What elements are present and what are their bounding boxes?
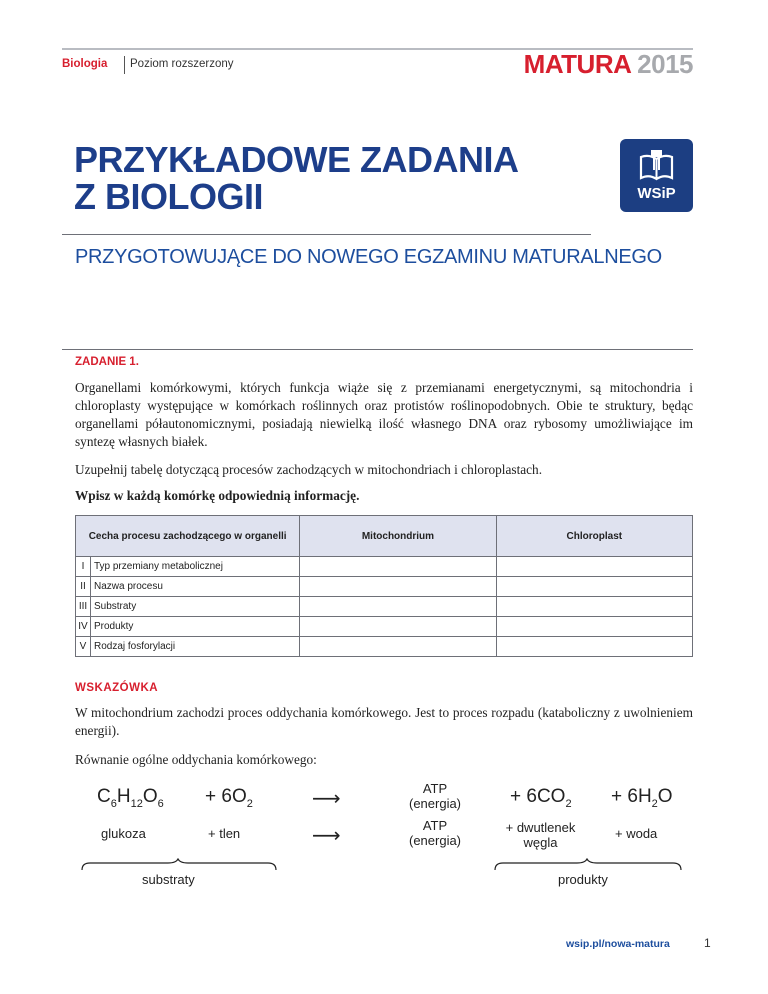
answer-cell-mitochondrium[interactable] xyxy=(300,617,496,637)
equation-intro: Równanie ogólne oddychania komórkowego: xyxy=(75,752,317,767)
table-row xyxy=(76,577,693,597)
header-chloroplast: Chloroplast xyxy=(496,516,692,557)
task-intro: Organellami komórkowymi, których funkcja wiąże się z przemianami energetycznymi, są mitochondria i chloroplasty występujące w komórkach roślinnych oraz protistów roślinopodobnych. Obie te struktury, będąc organellami półautonomicznymi, posiadają niewielką ilość własnego DNA oraz rybosomy umożliwiające im syntezę własnych białek. xyxy=(75,380,693,449)
substrates-brace xyxy=(80,858,280,872)
row-number: IV xyxy=(76,617,91,637)
atp-energy-1: ATP (energia) xyxy=(408,781,462,811)
matura-word: MATURA xyxy=(523,49,631,79)
hint-text: W mitochondrium zachodzi proces oddychania komórkowego. Jest to proces rozpadu (kataboliczny z uwolnieniem energii). xyxy=(75,705,693,738)
task-instruction: Uzupełnij tabelę dotyczącą procesów zachodzących w mitochondriach i chloroplastach. xyxy=(75,462,543,477)
table-row xyxy=(76,557,693,577)
water-formula: + $6H_2O$ xyxy=(611,786,673,810)
table-row xyxy=(76,597,693,617)
answer-cell-mitochondrium[interactable] xyxy=(300,557,496,577)
co2-formula: + $6CO_2$ xyxy=(510,786,572,810)
answer-cell-chloroplast[interactable] xyxy=(496,557,692,577)
row-number: II xyxy=(76,577,91,597)
header-mitochondrium: Mitochondrium xyxy=(300,516,496,557)
task-heading: ZADANIE 1. xyxy=(75,356,139,368)
answer-table xyxy=(75,515,693,657)
logo-text: WSiP xyxy=(637,185,676,202)
title-rule xyxy=(62,234,591,235)
row-number: III xyxy=(76,597,91,617)
table-row xyxy=(76,617,693,637)
substrates-label: substraty xyxy=(142,872,195,887)
row-feature: Produkty xyxy=(90,617,299,637)
glucose-formula: $C_6H_{12}O_6$ xyxy=(97,786,164,810)
reaction-arrow-2: ⟶ xyxy=(312,825,341,847)
page-number: 1 xyxy=(704,936,711,950)
oxygen-formula: + $6O_2$ xyxy=(205,786,253,810)
table-row xyxy=(76,637,693,657)
products-label: produkty xyxy=(558,872,608,887)
answer-cell-mitochondrium[interactable] xyxy=(300,577,496,597)
co2-name: + dwutlenek węgla xyxy=(505,820,576,850)
wsip-logo xyxy=(620,139,693,212)
header-feature: Cecha procesu zachodzącego w organelli xyxy=(76,516,300,557)
water-name: + woda xyxy=(615,826,658,841)
matura-badge xyxy=(524,49,693,80)
task-command: Wpisz w każdą komórkę odpowiednią informację. xyxy=(75,488,360,503)
products-brace xyxy=(493,858,685,872)
answer-cell-chloroplast[interactable] xyxy=(496,617,692,637)
row-feature: Typ przemiany metabolicznej xyxy=(90,557,299,577)
header-separator xyxy=(124,56,125,74)
footer-link[interactable]: wsip.pl/nowa-matura xyxy=(566,938,670,950)
answer-cell-mitochondrium[interactable] xyxy=(300,637,496,657)
table-header-row xyxy=(76,516,693,557)
oxygen-name: + tlen xyxy=(208,826,241,841)
row-feature: Rodzaj fosforylacji xyxy=(90,637,299,657)
glucose-name: glukoza xyxy=(101,826,146,841)
open-book-icon xyxy=(638,148,675,182)
page-subtitle: PRZYGOTOWUJĄCE DO NOWEGO EGZAMINU MATURALNEGO xyxy=(75,246,662,268)
subject-label: Biologia xyxy=(62,58,108,70)
page-title xyxy=(74,141,614,215)
answer-cell-chloroplast[interactable] xyxy=(496,577,692,597)
row-number: V xyxy=(76,637,91,657)
atp-energy-2: ATP (energia) xyxy=(408,818,462,848)
hint-heading: WSKAZÓWKA xyxy=(75,682,159,694)
answer-cell-chloroplast[interactable] xyxy=(496,637,692,657)
row-feature: Substraty xyxy=(90,597,299,617)
row-number: I xyxy=(76,557,91,577)
title-line-1: PRZYKŁADOWE ZADANIA xyxy=(74,139,519,180)
row-feature: Nazwa procesu xyxy=(90,577,299,597)
task-rule xyxy=(62,349,693,350)
title-line-2: Z BIOLOGII xyxy=(74,176,263,217)
answer-cell-chloroplast[interactable] xyxy=(496,597,692,617)
reaction-arrow-1: ⟶ xyxy=(312,788,341,810)
level-label: Poziom rozszerzony xyxy=(130,58,234,70)
matura-year: 2015 xyxy=(637,49,693,79)
answer-cell-mitochondrium[interactable] xyxy=(300,597,496,617)
